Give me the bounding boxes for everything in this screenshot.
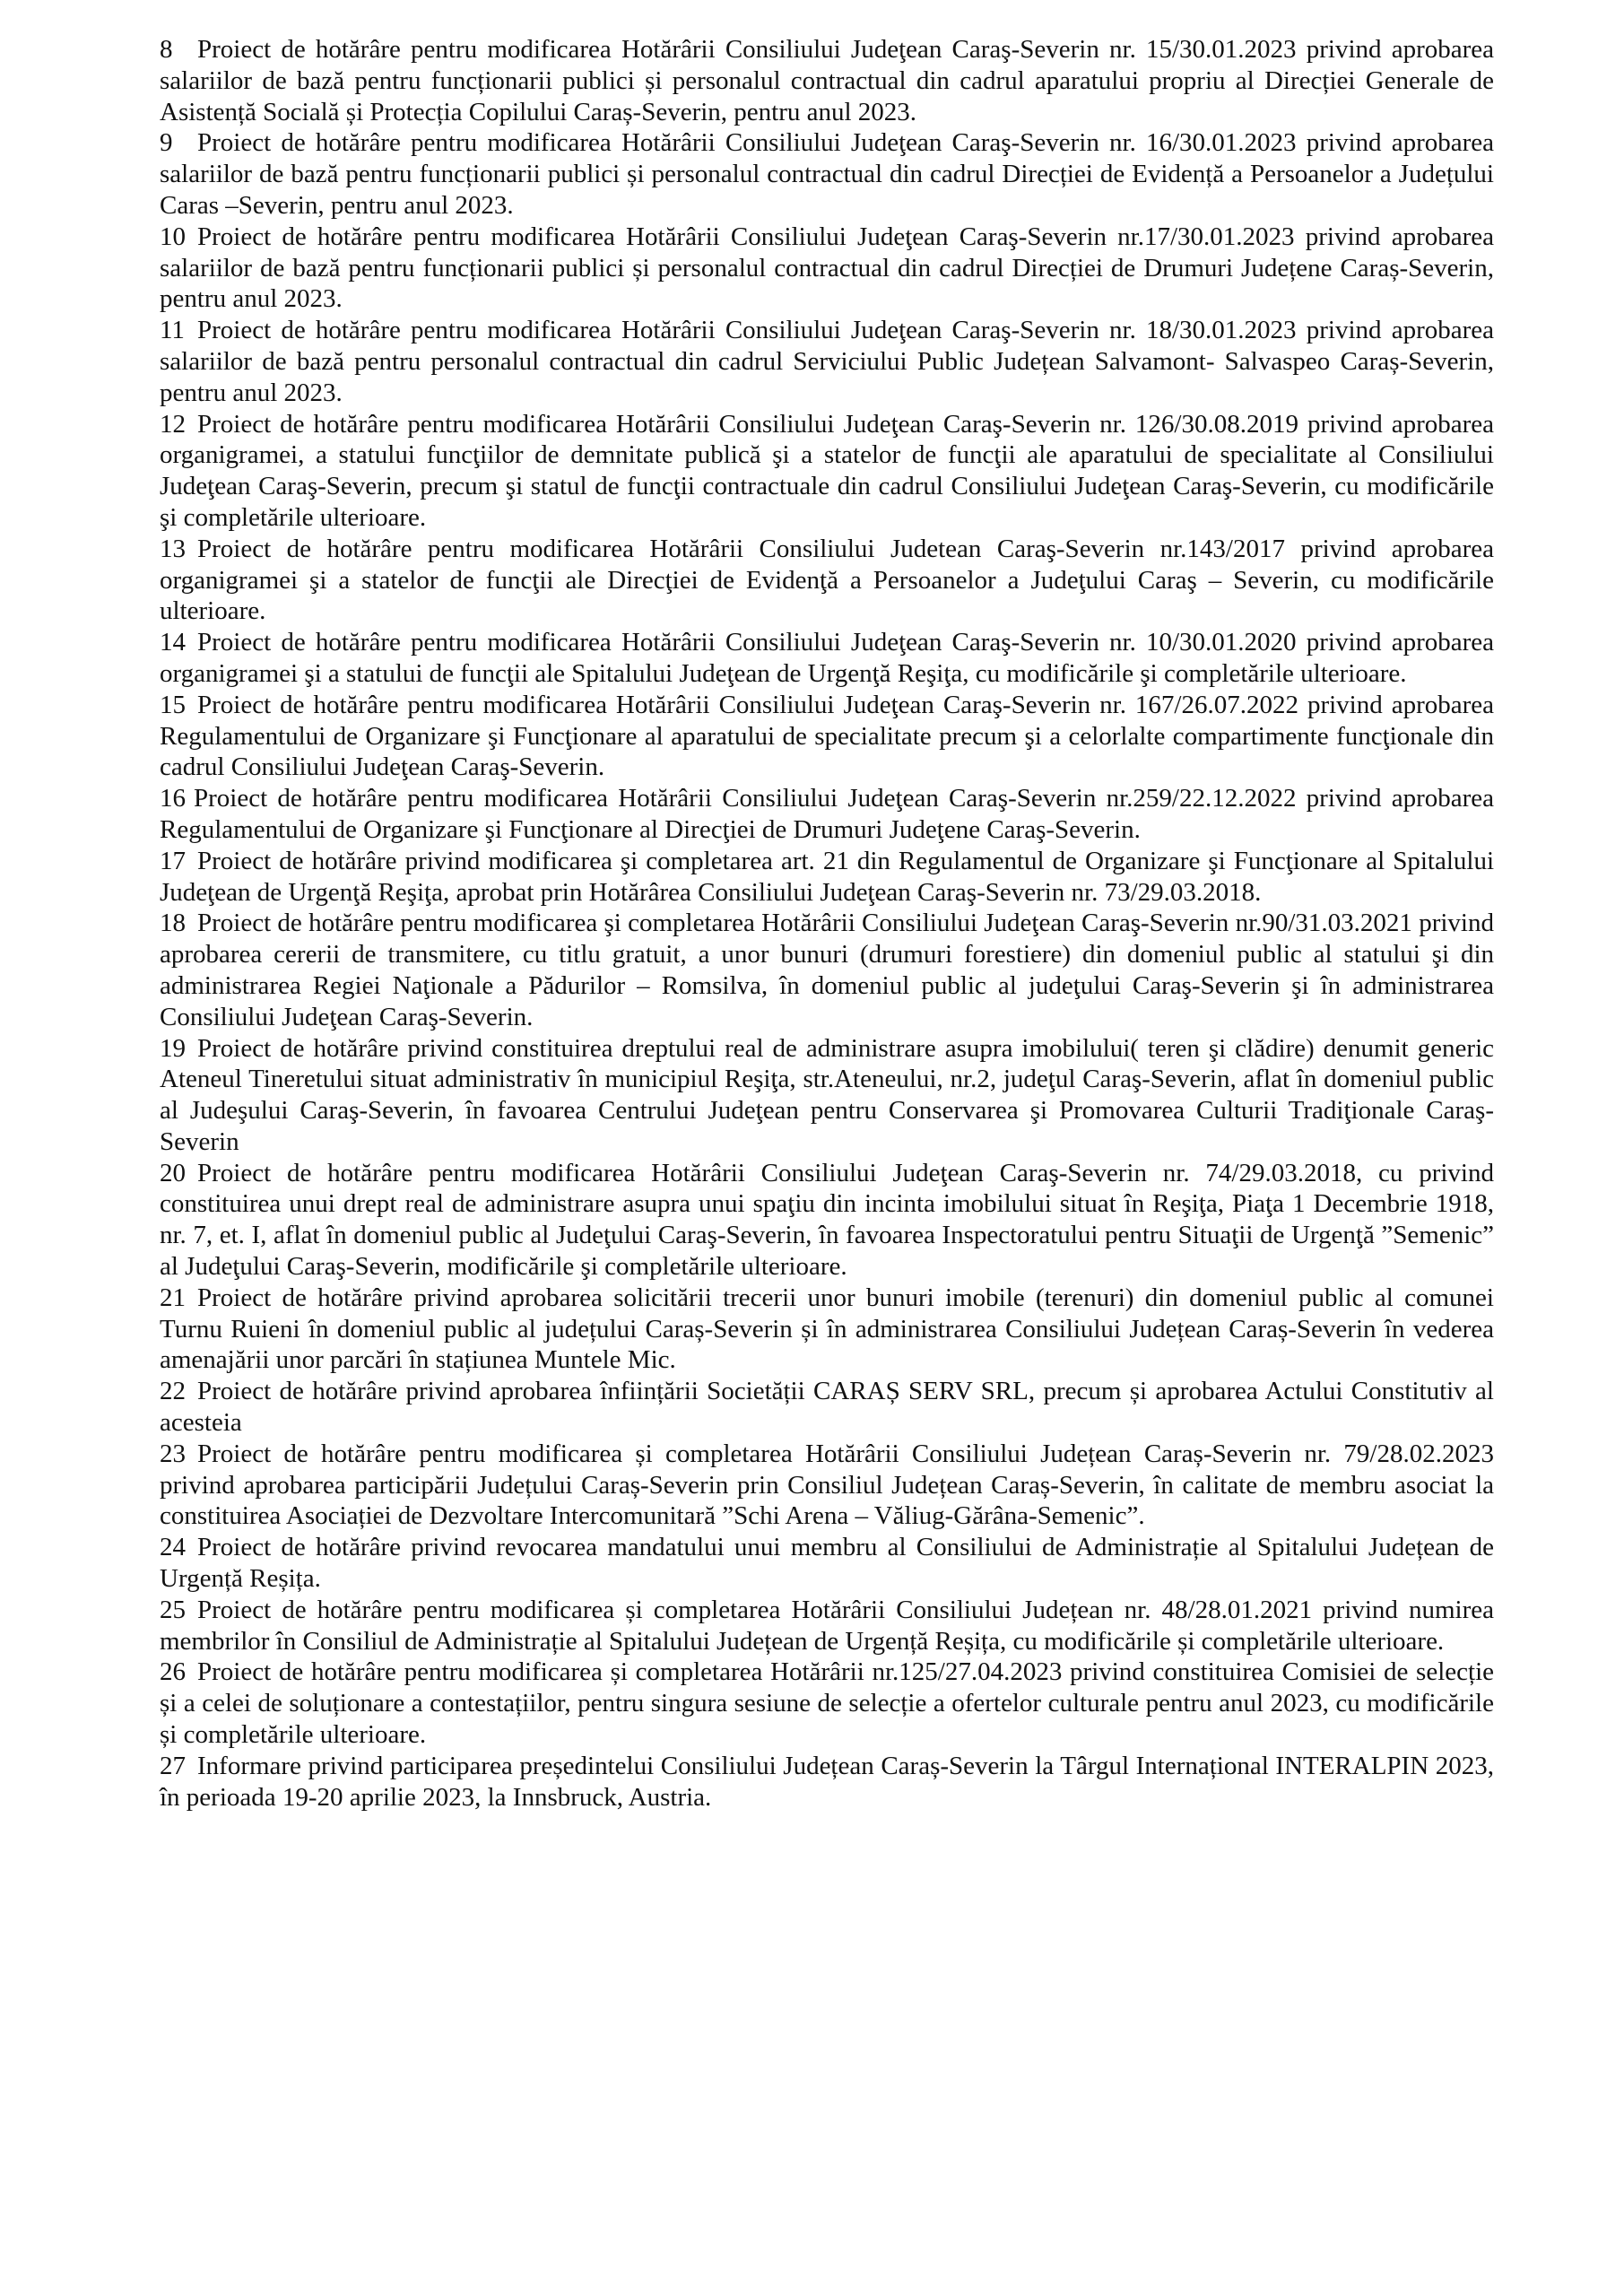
agenda-item-21 xyxy=(160,1283,1494,1376)
item-text: Proiect de hotărâre pentru modificarea și completarea Hotărârii Consiliului Județean Caraș-Severin nr. 79/28.02.2023 privind aprobarea participării Județului Caraș-Severin prin Consiliul Județean Caraș-Severin, în calitate de membru asociat la constituirea Asociației de Dezvoltare Intercomunitară ”Schi Arena – Văliug-Gărâna-Semenic”. xyxy=(160,1439,1494,1531)
item-text: Proiect de hotărâre privind aprobarea solicitării trecerii unor bunuri imobile (terenuri) din domeniul public al comunei Turnu Ruieni în domeniul public al județului Caraș-Severin și în administrarea Consiliului Județean Caraș-Severin în vederea amenajării unor parcări în stațiunea Muntele Mic. xyxy=(160,1283,1494,1375)
item-number: 19 xyxy=(160,1033,186,1063)
agenda-item-17 xyxy=(160,846,1494,909)
agenda-item-25 xyxy=(160,1595,1494,1657)
agenda-item-15 xyxy=(160,690,1494,783)
agenda-item-22 xyxy=(160,1376,1494,1439)
item-number: 23 xyxy=(160,1439,186,1468)
agenda-item-12 xyxy=(160,409,1494,534)
item-text: Proiect de hotărâre pentru modificarea Hotărârii Consiliului Judeţean Caraş-Severin nr. 10/30.01.2020 privind aprobarea organigramei şi a statului de funcţii ale Spitalului Judeţean de Urgenţă Reşiţa, cu modificările şi completările ulterioare. xyxy=(160,628,1494,688)
item-text: Proiect de hotărâre pentru modificarea Hotărârii Consiliului Judeţean Caraş-Severin nr. 74/29.03.2018, cu privind constituirea unui drept real de administrare asupra unui spaţiu din incinta imobilului situat în Reşiţa, Piaţa 1 Decembrie 1918, nr. 7, et. I, aflat în domeniul public al Judeţului Caraş-Severin, în favoarea Inspectoratului pentru Situaţii de Urgenţă ”Semenic” al Judeţului Caraş-Severin, modificările şi completările ulterioare. xyxy=(160,1158,1494,1282)
item-text: Proiect de hotărâre pentru modificarea Hotărârii Consiliului Judeţean Caraş-Severin nr. 15/30.01.2023 privind aprobarea salariilor de bază pentru funcționarii publici și personalul contractual din cadrul aparatului propriu al Direcției Generale de Asistență Socială și Protecția Copilului Caraș-Severin, pentru anul 2023. xyxy=(160,35,1494,126)
item-text: Proiect de hotărâre pentru modificarea şi completarea Hotărârii Consiliului Judeţean Caraş-Severin nr.90/31.03.2021 privind aprobarea cererii de transmitere, cu titlu gratuit, a unor bunuri (drumuri forestiere) din domeniul public al statului şi din administrarea Regiei Naţionale a Pădurilor – Romsilva, în domeniul public al judeţului Caraş-Severin şi în administrarea Consiliului Judeţean Caraş-Severin. xyxy=(160,909,1494,1031)
item-number: 12 xyxy=(160,409,186,439)
item-text: Proiect de hotărâre pentru modificarea și completarea Hotărârii Consiliului Județean nr. 48/28.01.2021 privind numirea membrilor în Consiliul de Administrație al Spitalului Județean de Urgență Reșița, cu modificările și completările ulterioare. xyxy=(160,1595,1494,1656)
agenda-item-10 xyxy=(160,222,1494,315)
agenda-item-8 xyxy=(160,34,1494,127)
agenda-document xyxy=(160,34,1494,1813)
agenda-item-16 xyxy=(160,783,1494,846)
item-number: 11 xyxy=(160,316,185,345)
item-text: Proiect de hotărâre pentru modificarea Hotărârii Consiliului Judeţean Caraş-Severin nr. 167/26.07.2022 privind aprobarea Regulamentului de Organizare şi Funcţionare al aparatului de specialitate precum şi a celorlalte compartimente funcţionale din cadrul Consiliului Judeţean Caraş-Severin. xyxy=(160,690,1494,782)
item-text: Proiect de hotărâre pentru modificarea Hotărârii Consiliului Judeţean Caraş-Severin nr. 16/30.01.2023 privind aprobarea salariilor de bază pentru funcționarii publici și personalul contractual din cadrul Direcției de Evidență a Persoanelor a Județului Caras –Severin, pentru anul 2023. xyxy=(160,128,1494,220)
item-number: 15 xyxy=(160,690,186,719)
agenda-item-18 xyxy=(160,908,1494,1032)
item-number: 13 xyxy=(160,534,186,563)
item-text: Proiect de hotărâre privind revocarea mandatului unui membru al Consiliului de Administrație al Spitalului Județean de Urgență Reșița. xyxy=(160,1533,1494,1594)
item-number: 20 xyxy=(160,1158,186,1187)
item-text: Proiect de hotărâre pentru modificarea Hotărârii Consiliului Judeţean Caraş-Severin nr. 126/30.08.2019 privind aprobarea organigramei, a statului funcţiilor de demnitate publică şi a statelor de funcţii ale aparatului de specialitate al Consiliului Judeţean Caraş-Severin, precum şi statul de funcţii contractuale din cadrul Consiliului Judeţean Caraş-Severin, cu modificările şi completările ulterioare. xyxy=(160,409,1494,532)
item-text: Proiect de hotărâre pentru modificarea și completarea Hotărârii nr.125/27.04.2023 privind constituirea Comisiei de selecție și a celei de soluționare a contestațiilor, pentru singura sesiune de selecție a ofertelor culturale pentru anul 2023, cu modificările și completările ulterioare. xyxy=(160,1657,1494,1750)
item-number: 14 xyxy=(160,628,186,657)
item-text: Proiect de hotărâre privind aprobarea înființării Societății CARAȘ SERV SRL, precum și aprobarea Actului Constitutiv al acesteia xyxy=(160,1377,1494,1438)
item-number: 27 xyxy=(160,1751,186,1780)
item-text: Proiect de hotărâre pentru modificarea Hotărârii Consiliului Judeţean Caraş-Severin nr. 18/30.01.2023 privind aprobarea salariilor de bază pentru personalul contractual din cadrul Serviciului Public Județean Salvamont- Salvaspeo Caraș-Severin, pentru anul 2023. xyxy=(160,316,1494,407)
item-number: 10 xyxy=(160,222,186,251)
agenda-item-26 xyxy=(160,1657,1494,1750)
agenda-item-27 xyxy=(160,1751,1494,1813)
item-text: Proiect de hotărâre pentru modificarea Hotărârii Consiliului Judeţean Caraş-Severin nr.17/30.01.2023 privind aprobarea salariilor de bază pentru funcționarii publici și personalul contractual din cadrul Direcției de Drumuri Județene Caraș-Severin, pentru anul 2023. xyxy=(160,222,1494,314)
agenda-item-23 xyxy=(160,1439,1494,1532)
item-text: Proiect de hotărâre pentru modificarea Hotărârii Consiliului Judeţean Caraş-Severin nr.259/22.12.2022 privind aprobarea Regulamentului de Organizare şi Funcţionare al Direcţiei de Drumuri Judeţene Caraş-Severin. xyxy=(160,784,1494,844)
item-number: 8 xyxy=(160,35,173,64)
agenda-item-11 xyxy=(160,315,1494,408)
item-text: Proiect de hotărâre privind modificarea şi completarea art. 21 din Regulamentul de Organizare şi Funcţionare al Spitalului Judeţean de Urgenţă Reşiţa, aprobat prin Hotărârea Consiliului Judeţean Caraş-Severin nr. 73/29.03.2018. xyxy=(160,846,1494,907)
item-number: 16 xyxy=(160,784,186,813)
item-text: Proiect de hotărâre pentru modificarea Hotărârii Consiliului Judetean Caraş-Severin nr.143/2017 privind aprobarea organigramei şi a statelor de funcţii ale Direcţiei de Evidenţă a Persoanelor a Judeţului Caraş – Severin, cu modificările ulterioare. xyxy=(160,534,1494,626)
item-text: Informare privind participarea președintelui Consiliului Județean Caraș-Severin la Târgul Internațional INTERALPIN 2023, în perioada 19-20 aprilie 2023, la Innsbruck, Austria. xyxy=(160,1751,1494,1812)
agenda-item-13 xyxy=(160,534,1494,627)
agenda-item-20 xyxy=(160,1158,1494,1283)
item-number: 21 xyxy=(160,1283,186,1312)
item-number: 22 xyxy=(160,1377,186,1406)
item-number: 18 xyxy=(160,909,186,938)
item-number: 17 xyxy=(160,846,186,875)
agenda-item-19 xyxy=(160,1033,1494,1158)
agenda-item-14 xyxy=(160,627,1494,690)
item-number: 26 xyxy=(160,1657,186,1687)
item-number: 24 xyxy=(160,1533,186,1562)
item-number: 25 xyxy=(160,1595,186,1624)
agenda-item-24 xyxy=(160,1532,1494,1595)
item-text: Proiect de hotărâre privind constituirea dreptului real de administrare asupra imobilului( teren şi clădire) denumit generic Ateneul Tineretului situat administrativ în municipiul Reşiţa, str.Ateneului, nr.2, judeţul Caraş-Severin, aflat în domeniul public al Judeşului Caraş-Severin, în favoarea Centrului Judeţean pentru Conservarea şi Promovarea Culturii Tradiţionale Caraş-Severin xyxy=(160,1033,1494,1156)
agenda-item-9 xyxy=(160,127,1494,221)
item-number: 9 xyxy=(160,128,173,158)
